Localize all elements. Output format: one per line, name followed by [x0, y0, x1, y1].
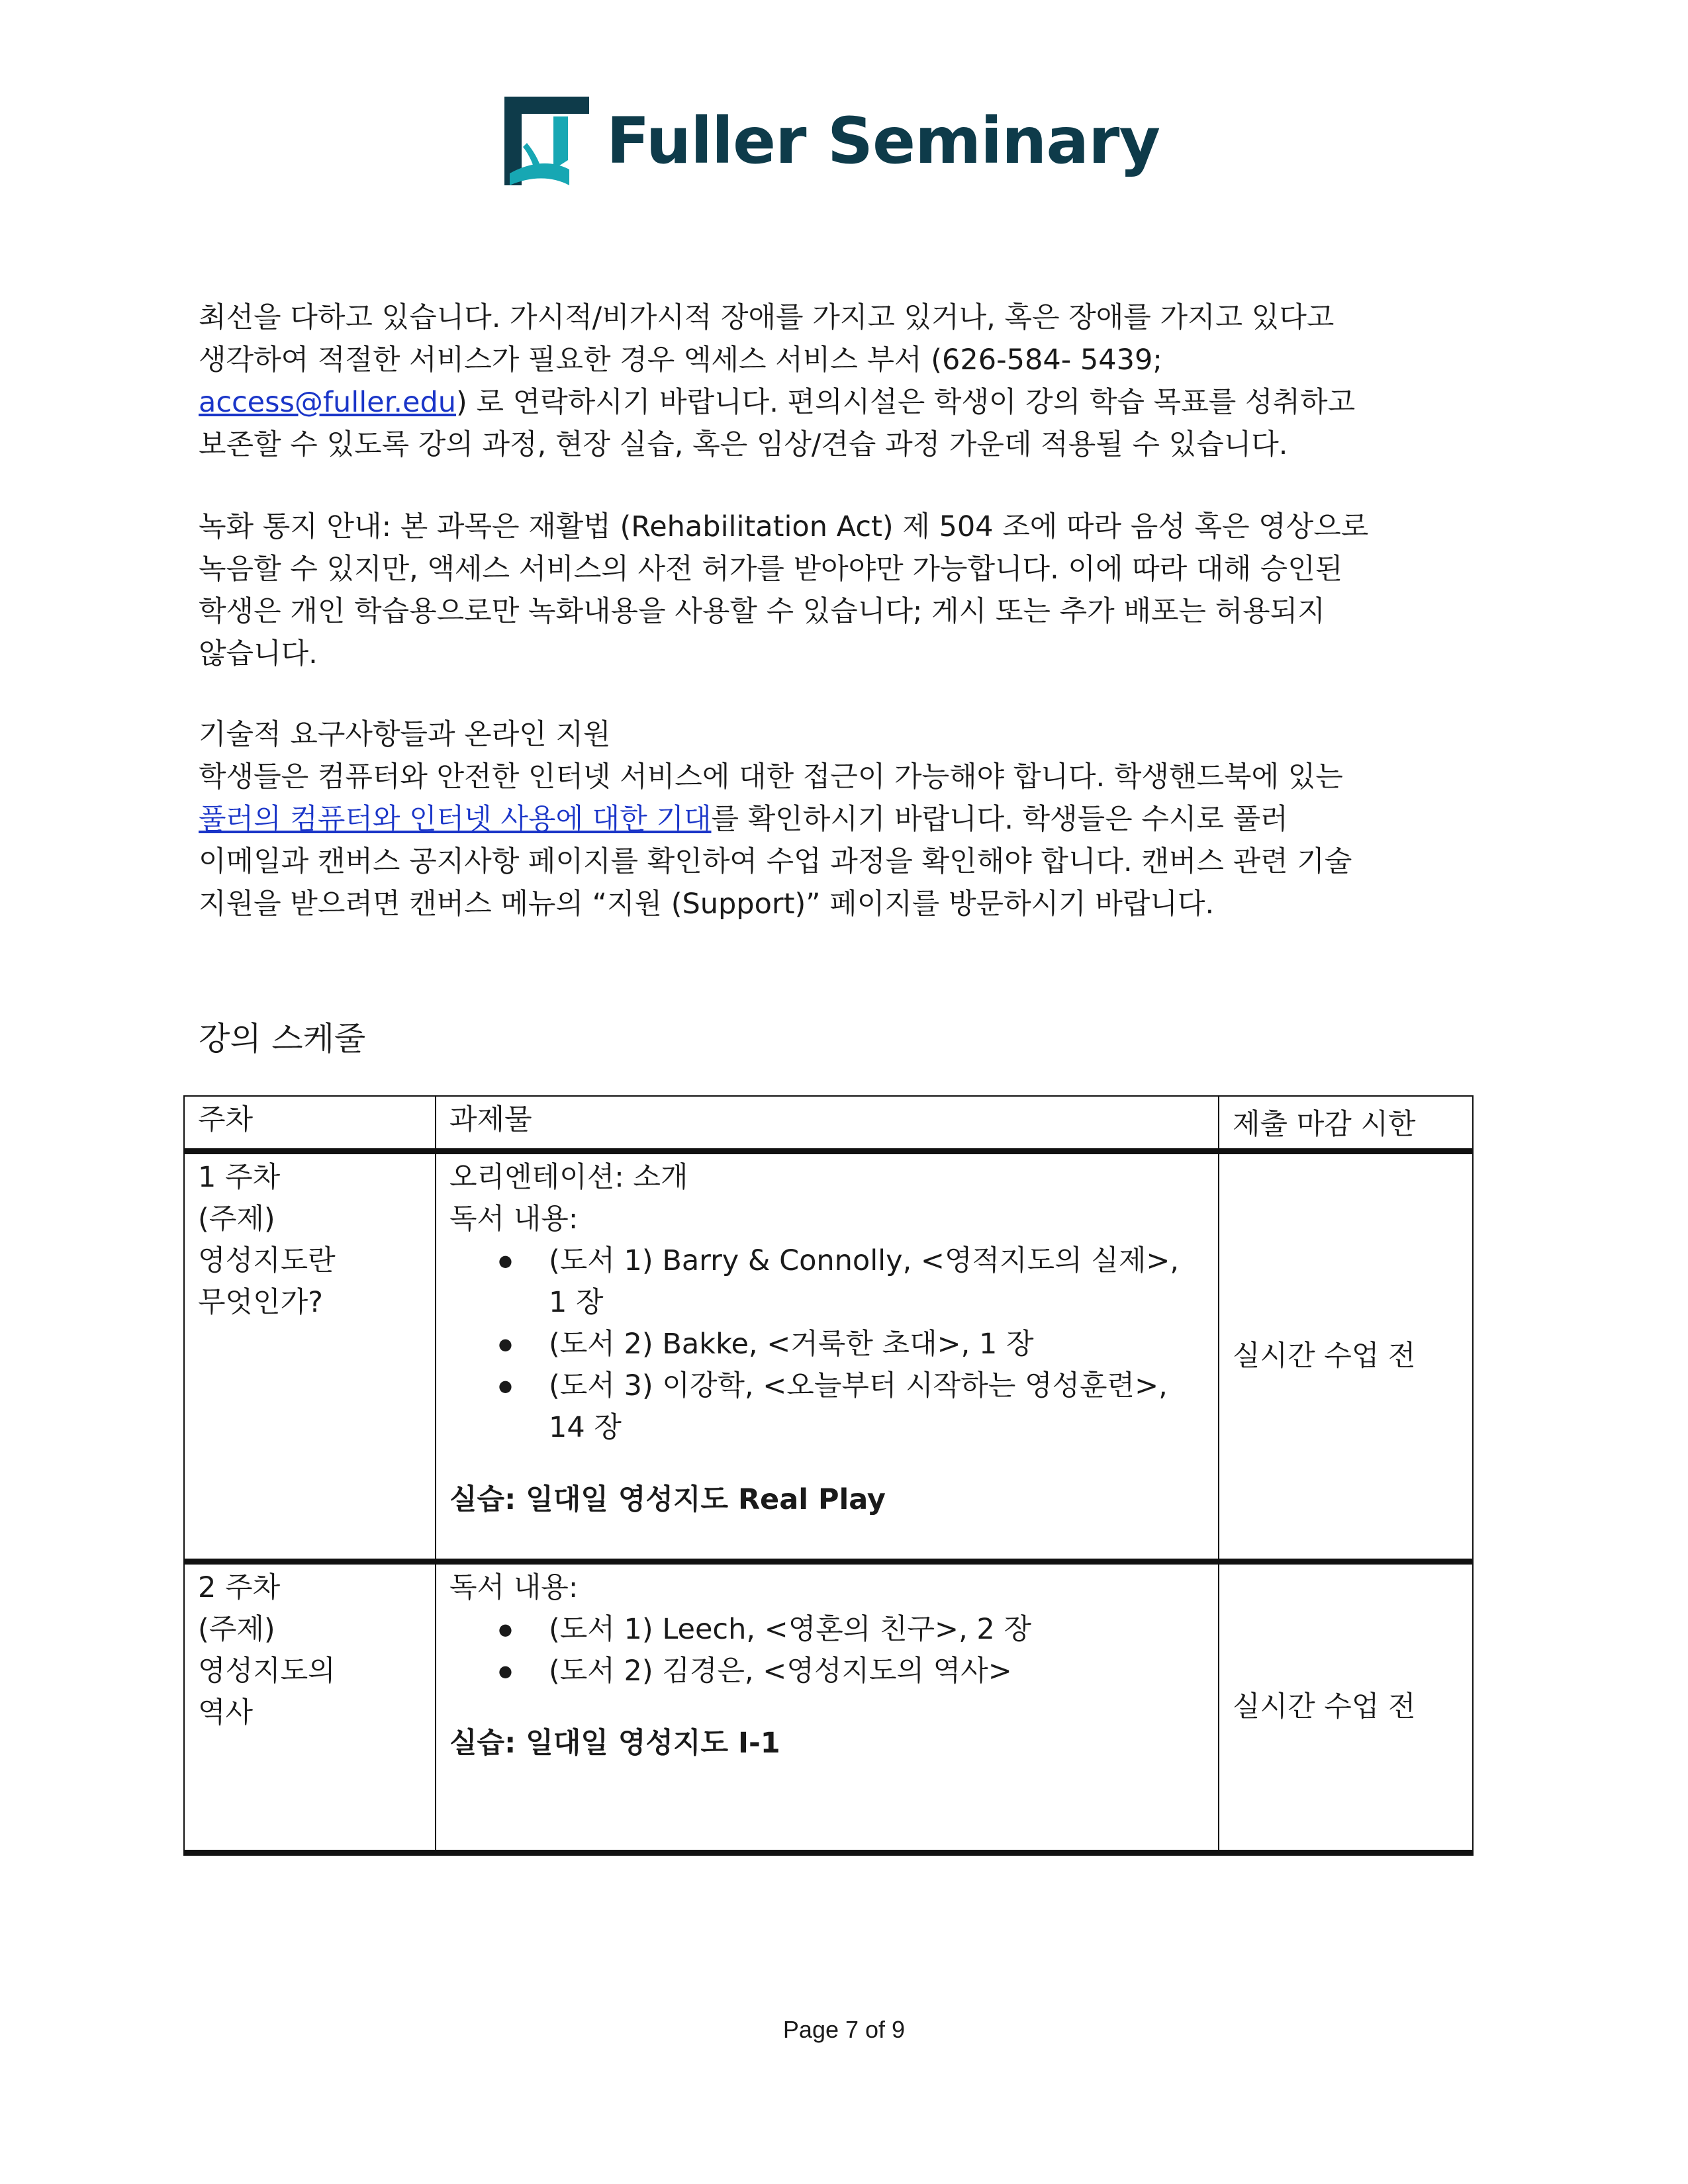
reading-label: 독서 내용: [449, 1571, 579, 1604]
text-line: 풀러의 컴퓨터와 인터넷 사용에 대한 기대를 확인하시기 바랍니다. 학생들은 수시로 풀러 [199, 803, 1288, 836]
logo-wordmark: Fuller Seminary [606, 104, 1160, 178]
column-header-due: 제출 마감 시한 [1219, 1096, 1473, 1152]
text-line: 최선을 다하고 있습니다. 가시적/비가시적 장애를 가지고 있거나, 혹은 장애를 가지고 있다고 [199, 301, 1335, 334]
practice-text: 실습: 일대일 영성지도 Real Play [449, 1483, 886, 1516]
week-label: 2 주차 [198, 1571, 281, 1604]
page-number: Page 7 of 9 [782, 2016, 906, 2043]
text-line: 않습니다. [199, 637, 318, 670]
practice-text: 실습: 일대일 영성지도 I-1 [449, 1727, 780, 1760]
list-item: ● (도서 1) Leech, <영혼의 친구>, 2 장 [549, 1609, 1205, 1651]
text-line: 지원을 받으려면 캔버스 메뉴의 “지원 (Support)” 페이지를 방문하시기 바랍니다. [199, 887, 1215, 921]
text-line: 생각하여 적절한 서비스가 필요한 경우 엑세스 서비스 부서 (626-584- 5439; [199, 343, 1162, 377]
accessibility-paragraph [199, 296, 1470, 466]
tech-support-paragraph [199, 713, 1470, 925]
reading-list [449, 1609, 1205, 1692]
assignment-cell [436, 1152, 1219, 1562]
due-cell: 실시간 수업 전 [1219, 1152, 1473, 1562]
text-line: 이메일과 캔버스 공지사항 페이지를 확인하여 수업 과정을 확인해야 합니다. 캔버스 관련 기술 [199, 845, 1352, 878]
column-header-week: 주차 [184, 1096, 436, 1152]
reading-label: 독서 내용: [449, 1203, 579, 1236]
intro-text: 오리엔테이션: 소개 [449, 1161, 688, 1194]
topic-text: 영성지도란 [198, 1244, 336, 1277]
week-cell [184, 1152, 436, 1562]
computer-policy-link[interactable]: 풀러의 컴퓨터와 인터넷 사용에 대한 기대 [199, 803, 712, 836]
text-line: 보존할 수 있도록 강의 과정, 현장 실습, 혹은 임상/견습 과정 가운데 적용될 수 있습니다. [199, 428, 1288, 461]
text-line: 학생은 개인 학습용으로만 녹화내용을 사용할 수 있습니다; 게시 또는 추가 배포는 허용되지 [199, 595, 1325, 628]
due-cell: 실시간 수업 전 [1219, 1562, 1473, 1853]
list-item: ● (도서 3) 이강학, <오늘부터 시작하는 영성훈련>, 14 장 [549, 1365, 1205, 1449]
section-title: 기술적 요구사항들과 온라인 지원 [199, 718, 611, 751]
fuller-logo [504, 97, 1160, 185]
topic-text: 역사 [198, 1696, 254, 1729]
list-item: ● (도서 2) 김경은, <영성지도의 역사> [549, 1651, 1205, 1692]
week-cell [184, 1562, 436, 1853]
table-row [184, 1562, 1473, 1853]
topic-label: (주제) [198, 1613, 275, 1646]
list-item: ● (도서 1) Barry & Connolly, <영적지도의 실제>, 1 장 [549, 1240, 1205, 1324]
text-line: access@fuller.edu) 로 연락하시기 바랍니다. 편의시설은 학생이 강의 학습 목표를 성취하고 [199, 386, 1356, 419]
topic-label: (주제) [198, 1203, 275, 1236]
text-line: 녹화 통지 안내: 본 과목은 재활법 (Rehabilitation Act) 제 504 조에 따라 음성 혹은 영상으로 [199, 510, 1369, 543]
fuller-book-icon [504, 97, 589, 185]
schedule-heading: 강의 스케줄 [199, 1020, 366, 1058]
list-item: ● (도서 2) Bakke, <거룩한 초대>, 1 장 [549, 1324, 1205, 1365]
table-row [184, 1152, 1473, 1562]
text-line: 녹음할 수 있지만, 액세스 서비스의 사전 허가를 받아야만 가능합니다. 이에 따라 대해 승인된 [199, 553, 1343, 586]
week-label: 1 주차 [198, 1161, 281, 1194]
reading-list [449, 1240, 1205, 1449]
access-email-link[interactable]: access@fuller.edu [199, 386, 457, 419]
recording-notice-paragraph [199, 506, 1470, 675]
topic-text: 영성지도의 [198, 1655, 336, 1688]
assignment-cell [436, 1562, 1219, 1853]
text-line: 학생들은 컴퓨터와 안전한 인터넷 서비스에 대한 접근이 가능해야 합니다. 학생핸드북에 있는 [199, 760, 1343, 794]
column-header-assignment: 과제물 [436, 1096, 1219, 1152]
schedule-table [183, 1095, 1474, 1856]
topic-text: 무엇인가? [198, 1286, 323, 1319]
